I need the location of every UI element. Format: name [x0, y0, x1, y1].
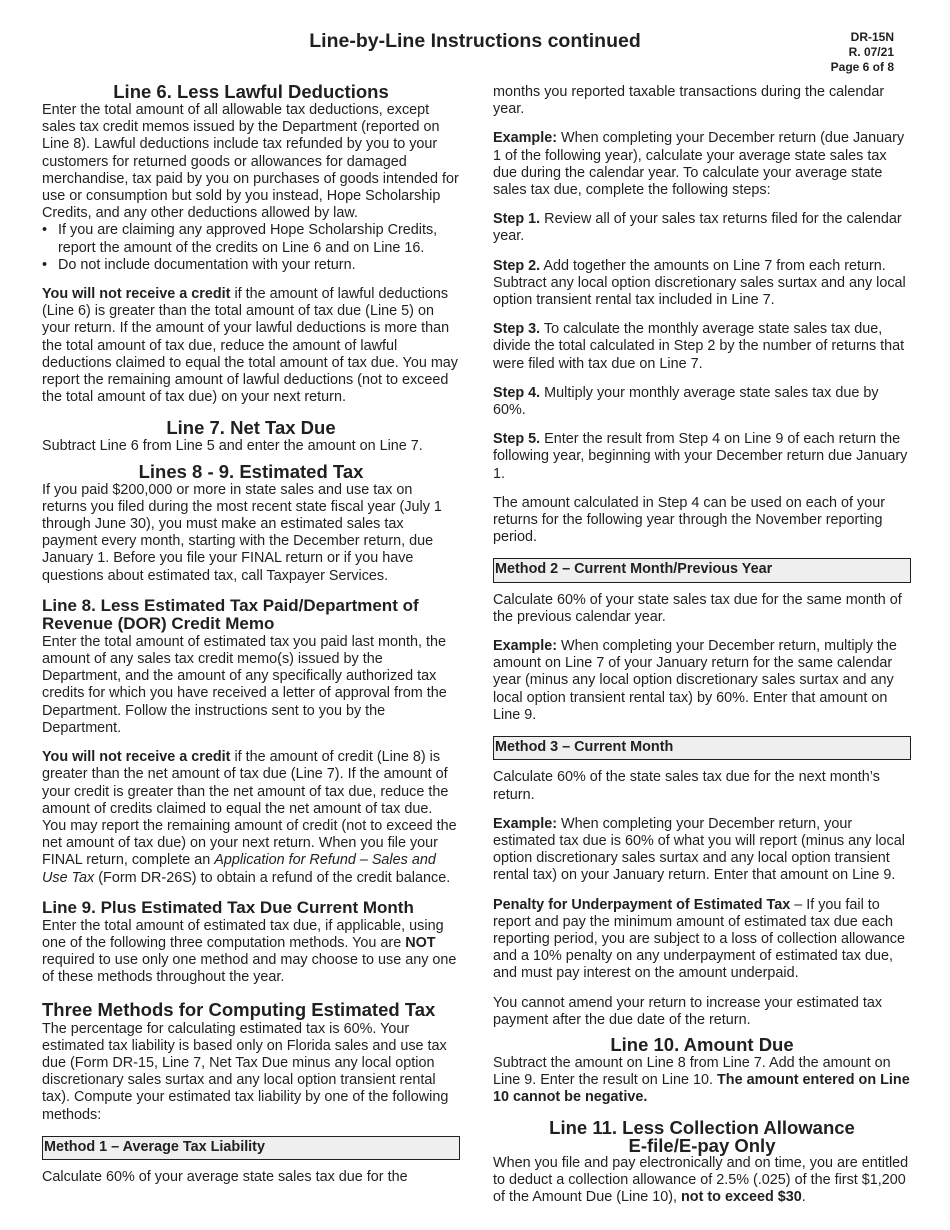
- lines8-9-paragraph: If you paid $200,000 or more in state sales and use tax on returns you filed during the most recent state fiscal year (July 1 through June 30), you must make an estimated sales tax payment every month, starting with the December return, due January 1. Before you file your FINAL return or if you have questions about estimated tax, call Taxpayer Services.: [42, 481, 442, 584]
- method2-box: Method 2 – Current Month/Previous Year: [493, 558, 911, 582]
- form-revision: R. 07/21: [848, 45, 894, 59]
- line11-paragraph: [493, 1155, 911, 1207]
- line8-heading: Line 8. Less Estimated Tax Paid/Department of Revenue (DOR) Credit Memo: [42, 595, 419, 633]
- step-label: Step 2.: [493, 257, 541, 274]
- text-run: When completing your December return (due January 1 of the following year), calculate your average state sales tax due during the calendar year. To calculate your average state sales tax due, complete the following steps:: [493, 130, 905, 199]
- text-run: required to use only one method and may choose to use any one of these methods throughout the year.: [42, 952, 457, 986]
- method1-continued-paragraph: months you reported taxable transactions during the calendar year.: [493, 84, 885, 118]
- bold-text: Penalty for Underpayment of Estimated Tax: [493, 896, 791, 913]
- line8-paragraph: Enter the total amount of estimated tax you paid last month, the amount of any sales tax credit memo(s) issued by the Department, and the amount of any specifically authorized tax credits for which you have received a letter of approval from the Department. Follow the instructions sent to you by the Department.: [42, 633, 447, 736]
- form-identifier: [831, 30, 894, 75]
- amend-paragraph: You cannot amend your return to increase your estimated tax payment after the due date of the return.: [493, 994, 883, 1028]
- lines8-9-heading: Lines 8 - 9. Estimated Tax: [138, 460, 364, 482]
- text-run: – If you fail to report and pay the minimum amount of estimated tax due each reporting period, you are subject to a loss of collection allowance and a 10% penalty on any underpayment of estimated tax due, and must pay interest on the amount underpaid.: [493, 896, 905, 982]
- line7-heading: Line 7. Net Tax Due: [166, 417, 336, 439]
- example3-paragraph: [493, 816, 911, 885]
- line8-credit-paragraph: [42, 749, 460, 887]
- line10-heading: Line 10. Amount Due: [610, 1033, 794, 1055]
- step2-paragraph: [493, 258, 911, 310]
- step-label: Step 4.: [493, 384, 541, 401]
- example2-paragraph: [493, 638, 911, 724]
- text-run: Enter the total amount of estimated tax due, if applicable, using one of the following three computation methods. You are: [42, 917, 444, 951]
- text-run: Multiply your monthly average state sales tax due by 60%.: [493, 384, 879, 419]
- line7-paragraph: Subtract Line 6 from Line 5 and enter the amount on Line 7.: [42, 438, 423, 455]
- example-label: Example:: [493, 130, 557, 147]
- text-run: Review all of your sales tax returns filed for the calendar year.: [493, 211, 902, 245]
- step3-paragraph: [493, 321, 911, 373]
- text-run: Add together the amounts on Line 7 from each return. Subtract any local option discretionary sales surtax and any local option transient rental tax included in Line 7.: [493, 257, 906, 309]
- step1-paragraph: [493, 211, 911, 245]
- right-column: [493, 84, 911, 1218]
- form-number: DR-15N: [850, 30, 894, 44]
- step-label: Step 3.: [493, 321, 541, 338]
- step5-paragraph: [493, 431, 911, 483]
- bold-text: not to exceed $30: [681, 1188, 802, 1205]
- three-methods-paragraph: The percentage for calculating estimated tax is 60%. Your estimated tax liability is based only on Florida sales and use tax due (Form DR-15, Line 7, Net Tax Due minus any local option discretionary sales surtax and any local option transient rental tax). Compute your estimated tax liability by one of the following methods:: [42, 1020, 449, 1123]
- line6-paragraph: Enter the total amount of all allowable tax deductions, except sales tax credit memos issued by the Department (reported on Line 8). Lawful deductions include tax refunded by you to your customers for returned goods or allowances for damaged merchandise, tax paid by you on purchases of goods intended for use or consumption but sold by you instead, Hope Scholarship Credits, and any other deductions allowed by law.: [42, 102, 459, 222]
- three-methods-heading: Three Methods for Computing Estimated Tax: [42, 998, 436, 1020]
- method1-paragraph: Calculate 60% of your average state sales tax due for the: [42, 1168, 408, 1185]
- bold-text: You will not receive a credit: [42, 749, 231, 766]
- line9-paragraph: [42, 918, 460, 987]
- example1-paragraph: [493, 130, 911, 199]
- text-run: Subtract the amount on Line 8 from Line 7. Add the amount on Line 9. Enter the result on Line 10.: [493, 1054, 891, 1089]
- method1-box: Method 1 – Average Tax Liability: [42, 1136, 460, 1160]
- bold-text: NOT: [405, 934, 436, 951]
- step-label: Step 1.: [493, 211, 541, 228]
- text-run: if the amount of credit (Line 8) is greater than the net amount of tax due (Line 7). If the amount of your credit is greater than the net amount of tax due, reduce the amount of credits claimed to equal the net amount of tax due. You may report the remaining amount of credit (not to exceed the net amount of tax due) on your next return. When you file your FINAL return, complete an: [42, 749, 457, 869]
- list-item: • If you are claiming any approved Hope Scholarship Credits, report the amount of the credits on Line 6 and on Line 16.: [42, 222, 460, 256]
- line10-paragraph: [493, 1055, 911, 1107]
- text-run: .: [801, 1188, 806, 1205]
- page-title: Line-by-Line Instructions continued: [309, 30, 641, 52]
- text-run: When you file and pay electronically and on time, you are entitled to deduct a collection allowance of 2.5% (.025) of the first $1,200 of the Amount Due (Line 10),: [493, 1154, 909, 1205]
- example-label: Example:: [493, 638, 557, 655]
- text-run: When completing your December return, multiply the amount on Line 7 of your January return for the same calendar year (minus any local option discretionary sales surtax and any local option transient rental tax) by 60%. Enter that amount on Line 9.: [493, 638, 897, 723]
- text-run: Line 11. Less Collection Allowance: [549, 1116, 855, 1138]
- text-run: if the amount of lawful deductions (Line 6) is greater than the total amount of tax due (Line 5) on your return. If the amount of your lawful deductions is more than the total amount of tax due, reduce the amount of lawful deductions claimed to equal the total amount of tax due. You may report the remaining amount of lawful deductions (not to exceed the total amount of tax due) on your next return.: [42, 286, 459, 406]
- list-item: • Do not include documentation with your return.: [42, 257, 460, 274]
- line11-heading: [493, 1116, 911, 1156]
- line6-heading: Line 6. Less Lawful Deductions: [113, 81, 389, 102]
- line6-credit-paragraph: [42, 286, 460, 406]
- page-number: Page 6 of 8: [830, 60, 894, 74]
- text-run: (Form DR-26S) to obtain a refund of the credit balance.: [94, 869, 451, 886]
- form-title-italic: Application for Refund – Sales and Use Tax: [42, 852, 436, 886]
- text-run: Enter the result from Step 4 on Line 9 of each return the following year, beginning with your December return due January 1.: [493, 431, 908, 482]
- text-run: To calculate the monthly average state sales tax due, divide the total calculated in Step 2 by the number of returns that were filed with tax due on Line 7.: [493, 321, 905, 372]
- bold-text: You will not receive a credit: [42, 286, 231, 303]
- text-run: E-file/E-pay Only: [628, 1134, 776, 1156]
- method2-paragraph: Calculate 60% of your state sales tax due for the same month of the previous calendar year.: [493, 591, 902, 625]
- left-column: [42, 82, 460, 1198]
- bold-text: The amount entered on Line 10 cannot be negative.: [493, 1072, 910, 1106]
- line6-bullet-list: [42, 222, 460, 274]
- example-label: Example:: [493, 815, 557, 832]
- step4-paragraph: [493, 385, 911, 419]
- method3-paragraph: Calculate 60% of the state sales tax due for the next month’s return.: [493, 769, 880, 803]
- text-run: When completing your December return, your estimated tax due is 60% of what you will report (minus any local option discretionary sales surtax and any local option transient rental tax) on your January return. Enter that amount on Line 9.: [493, 815, 905, 884]
- step4-note-paragraph: The amount calculated in Step 4 can be used on each of your returns for the following year through the November reporting period.: [493, 494, 886, 546]
- penalty-paragraph: [493, 897, 911, 983]
- step-label: Step 5.: [493, 431, 541, 448]
- method3-box: Method 3 – Current Month: [493, 736, 911, 760]
- line9-heading: Line 9. Plus Estimated Tax Due Current Month: [42, 897, 414, 917]
